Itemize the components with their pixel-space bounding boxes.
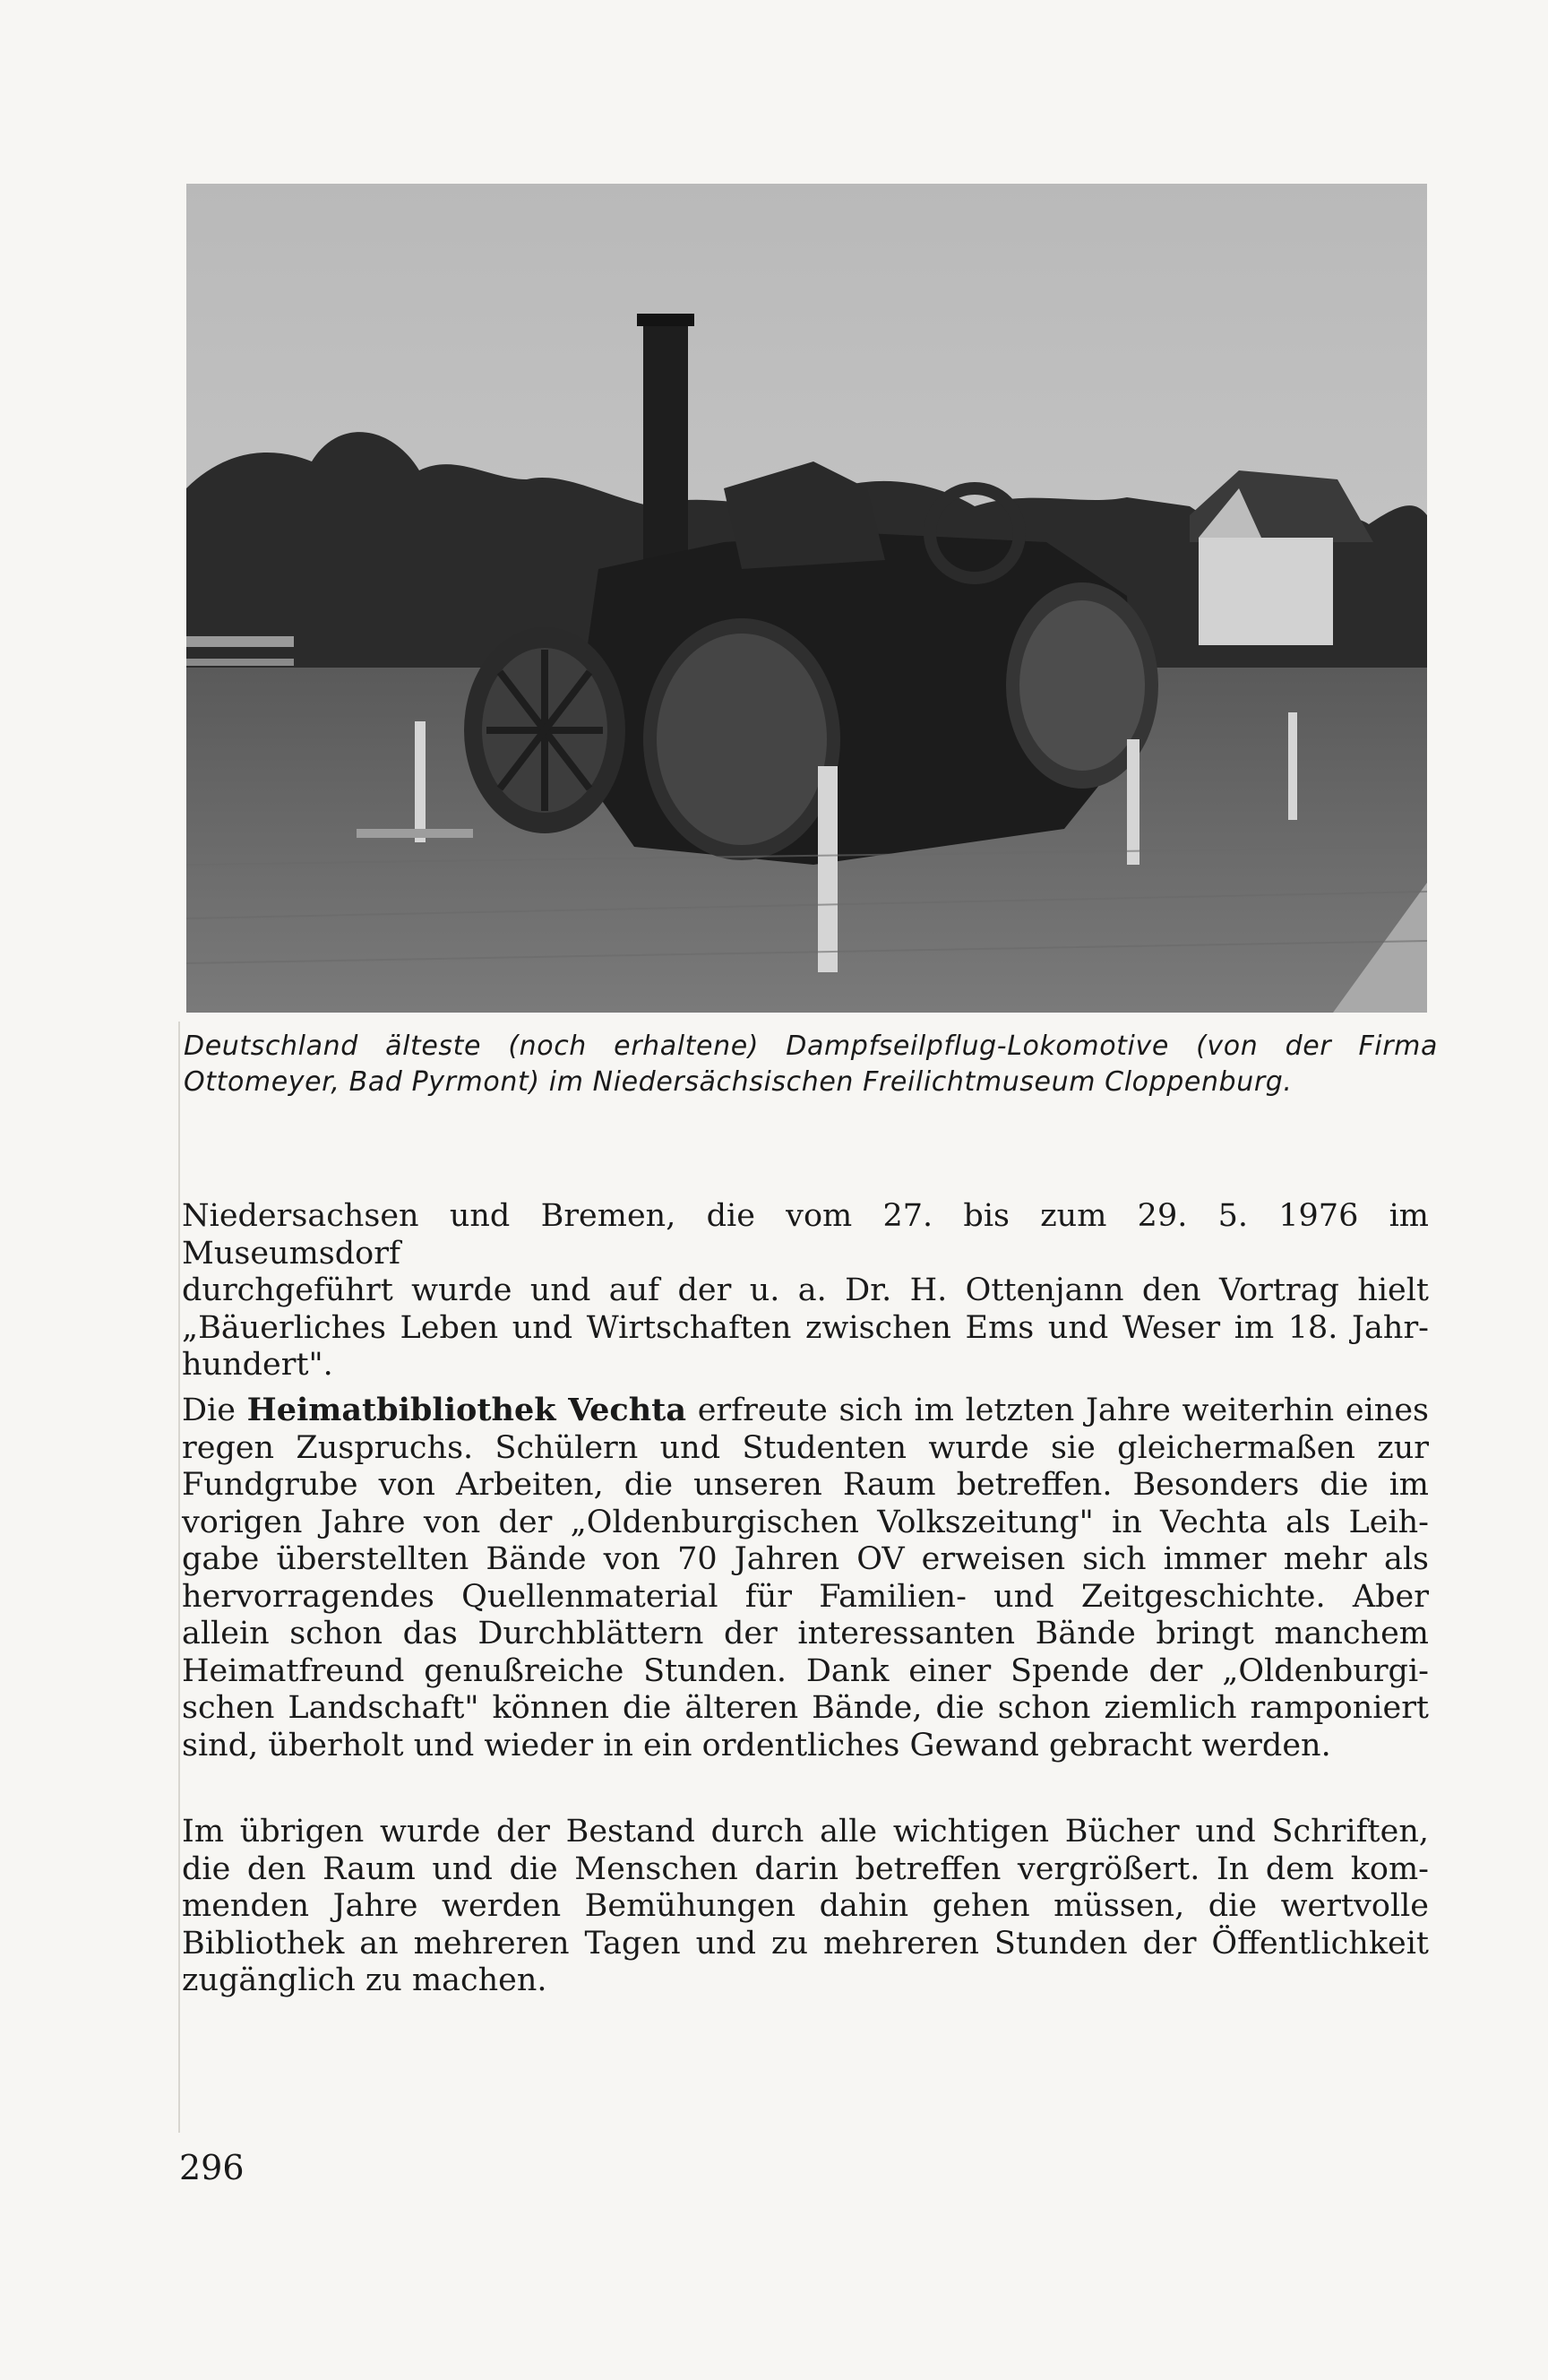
paragraph2-line: gabe überstellten Bände von 70 Jahren OV erweisen sich immer mehr als (182, 1541, 1429, 1577)
paragraph-heimatbibliothek (182, 1392, 1429, 1764)
page-edge-shadow (178, 1022, 180, 2133)
paragraph2-line: regen Zuspruchs. Schülern und Studenten wurde sie gleichermaßen zur (182, 1429, 1429, 1466)
paragraph2-line: schen Landschaft" können die älteren Bände, die schon ziemlich ramponiert (182, 1690, 1429, 1726)
page-number: 296 (179, 2148, 245, 2187)
paragraph2-line: allein schon das Durchblättern der interessanten Bände bringt manchem (182, 1616, 1429, 1651)
paragraph2-intro: Die (182, 1393, 247, 1428)
paragraph3-line: die den Raum und die Menschen darin betreffen vergrößert. In dem kom- (182, 1850, 1429, 1887)
paragraph2-line-1 (182, 1392, 1429, 1430)
paragraph3-line: zugänglich zu machen. (182, 1962, 547, 1998)
heimatbibliothek-heading: Heimatbibliothek Vechta (246, 1392, 687, 1428)
photo-caption (184, 1029, 1438, 1100)
paragraph2-line1-rest: erfreute sich im letzten Jahre weiterhin eines (686, 1393, 1430, 1428)
paragraph3-line: Im übrigen wurde der Bestand durch alle wichtigen Bücher und Schriften, (182, 1814, 1429, 1850)
paragraph2-line: Heimatfreund genußreiche Stunden. Dank einer Spende der „Oldenburgi- (182, 1652, 1429, 1689)
paragraph2-line: vorigen Jahre von der „Oldenburgischen Volkszeitung" in Vechta als Leih- (182, 1504, 1429, 1540)
paragraph1-line: Niedersachsen und Bremen, die vom 27. bis zum 29. 5. 1976 im Museumsdorf (182, 1198, 1429, 1272)
paragraph-bestand (182, 1814, 1429, 2000)
paragraph-museum-conference (182, 1198, 1429, 1384)
paragraph2-line: sind, überholt und wieder in ein ordentliches Gewand gebracht werden. (182, 1727, 1331, 1763)
paragraph2-line: Fundgrube von Arbeiten, die unseren Raum betreffen. Besonders die im (182, 1467, 1429, 1503)
paragraph1-line: durchgeführt wurde und auf der u. a. Dr. H. Ottenjann den Vortrag hielt (182, 1272, 1429, 1308)
paragraph2-line: hervorragendes Quellenmaterial für Familien- und Zeitgeschichte. Aber (182, 1578, 1429, 1615)
paragraph3-line: Bibliothek an mehreren Tagen und zu mehreren Stunden der Öffentlichkeit (182, 1925, 1429, 1962)
paragraph1-line: „Bäuerliches Leben und Wirtschaften zwischen Ems und Weser im 18. Jahr- (182, 1309, 1429, 1346)
paragraph3-line: menden Jahre werden Bemühungen dahin gehen müssen, die wertvolle (182, 1888, 1429, 1924)
paragraph1-line: hundert". (182, 1347, 333, 1383)
steam-plough-locomotive-photo-icon (186, 184, 1427, 1013)
caption-line-2: Ottomeyer, Bad Pyrmont) im Niedersächsischen Freilichtmuseum Cloppenburg. (184, 1066, 1293, 1098)
locomotive-photo (186, 184, 1427, 1013)
caption-line-1: Deutschland älteste (noch erhaltene) Dampfseilpflug-Lokomotive (von der Firma (184, 1030, 1438, 1062)
